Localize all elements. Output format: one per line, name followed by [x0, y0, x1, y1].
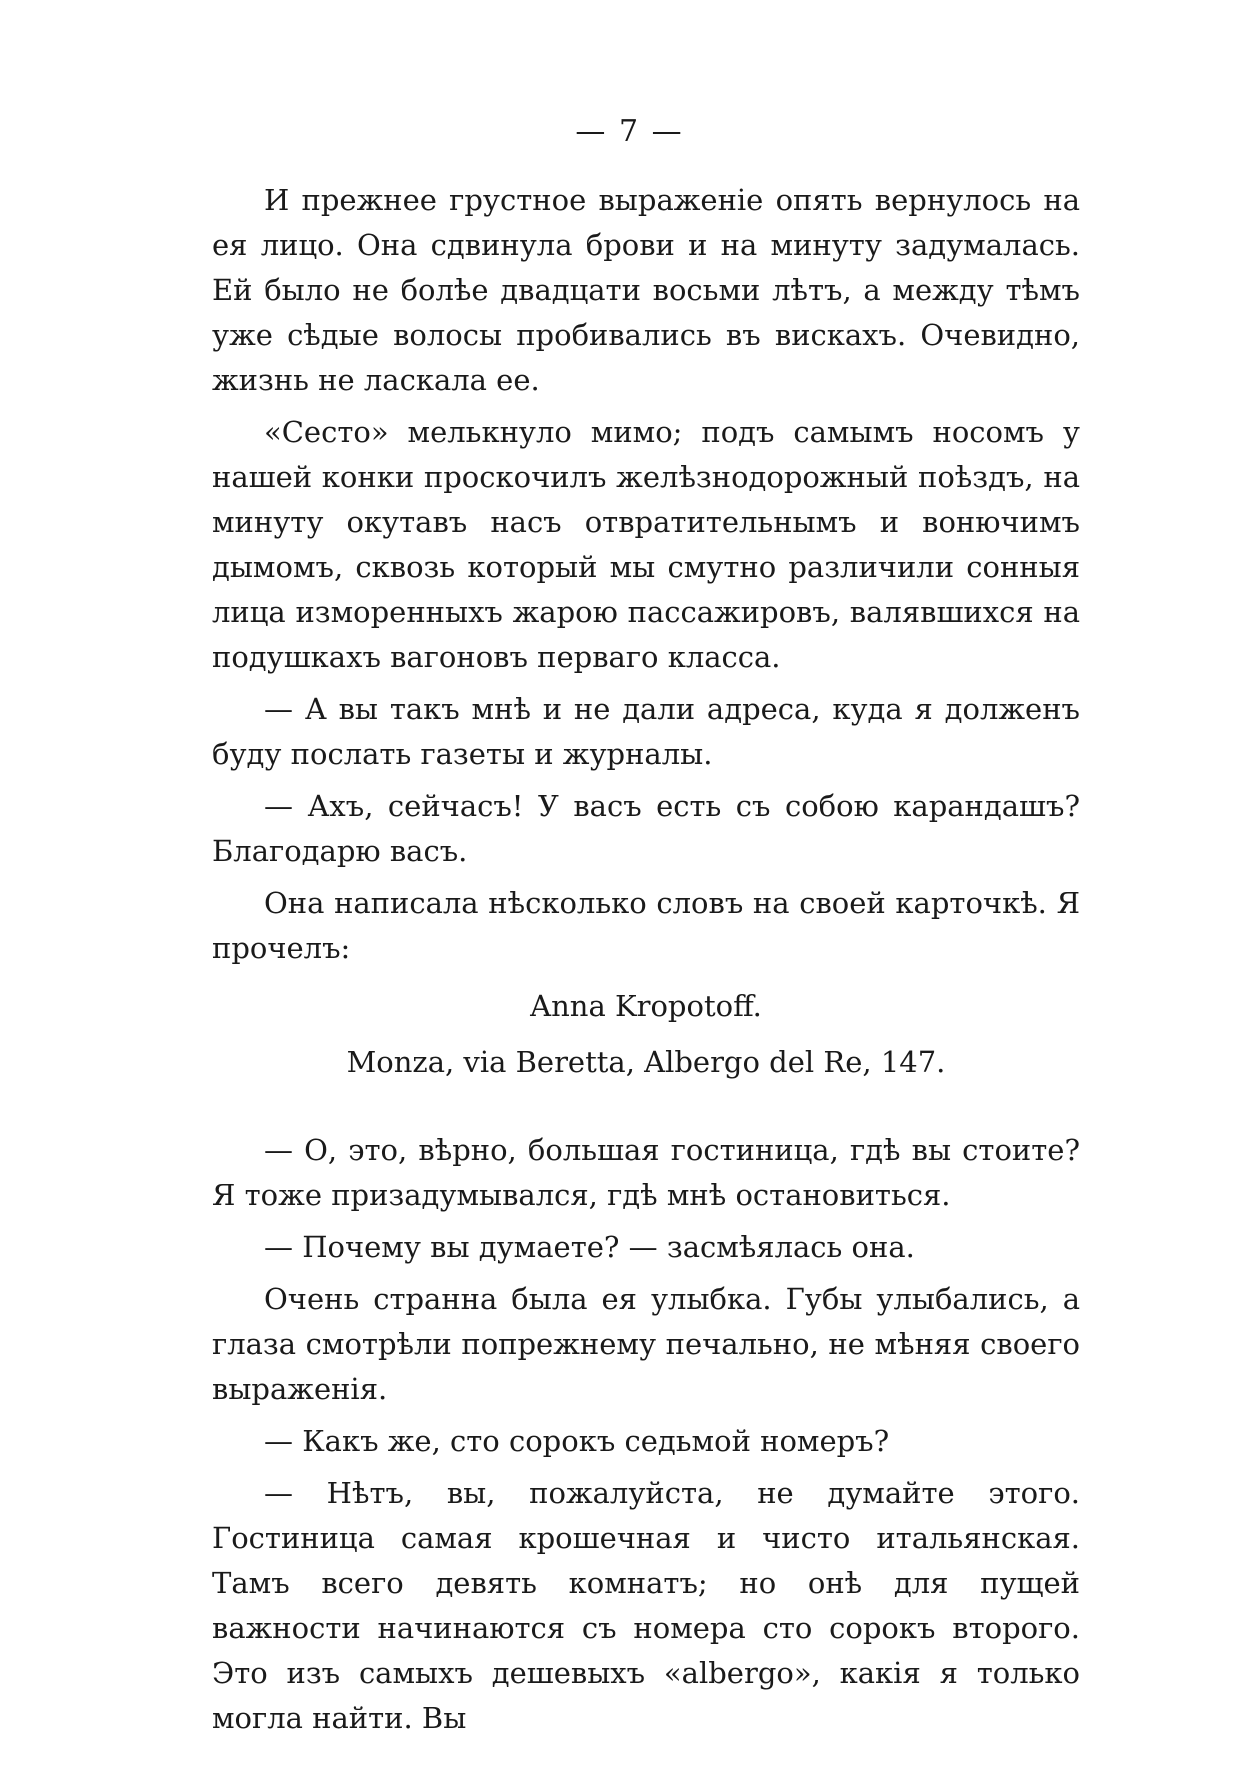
- address-name: Anna Kropotoff.: [530, 989, 762, 1023]
- paragraph: Она написала нѣсколько словъ на своей карточкѣ. Я прочелъ:: [212, 886, 1080, 965]
- paragraph: — О, это, вѣрно, большая гостиница, гдѣ вы стоите? Я тоже призадумывался, гдѣ мнѣ остановиться.: [212, 1133, 1080, 1212]
- address-street: Monza, via Beretta, Albergo del Re, 147.: [346, 1045, 946, 1079]
- paragraph: — Нѣтъ, вы, пожалуйста, не думайте этого. Гостиница самая крошечная и чисто итальянская. Тамъ всего девять комнатъ; но онѣ для пущей важности начинаются съ номера сто сорокъ второго. Это изъ самыхъ дешевыхъ «albergo», какія я только могла найти. Вы: [212, 1476, 1080, 1735]
- address-card: [212, 978, 1080, 1090]
- paragraph: «Сесто» мелькнуло мимо; подъ самымъ носомъ у нашей конки проскочилъ желѣзнодорожный поѣздъ, на минуту окутавъ насъ отвратительнымъ и вонючимъ дымомъ, сквозь который мы смутно различили сонныя лица изморенныхъ жарою пассажировъ, валявшихся на подушкахъ вагоновъ перваго класса.: [212, 415, 1080, 674]
- paragraph: И прежнее грустное выраженіе опять вернулось на ея лицо. Она сдвинула брови и на минуту задумалась. Ей было не болѣе двадцати восьми лѣтъ, а между тѣмъ уже сѣдые волосы пробивались въ вискахъ. Очевидно, жизнь не ласкала ее.: [212, 183, 1080, 397]
- paragraph: — Ахъ, сейчасъ! У васъ есть съ собою карандашъ? Благодарю васъ.: [212, 789, 1080, 868]
- paragraph: — Какъ же, сто сорокъ седьмой номеръ?: [264, 1424, 890, 1458]
- spacer: [212, 1090, 1080, 1128]
- paragraph: Очень странна была ея улыбка. Губы улыбались, а глаза смотрѣли попрежнему печально, не мѣняя своего выраженія.: [212, 1282, 1080, 1406]
- paragraph: — А вы такъ мнѣ и не дали адреса, куда я долженъ буду послать газеты и журналы.: [212, 692, 1080, 771]
- paragraph: — Почему вы думаете? — засмѣялась она.: [264, 1230, 915, 1264]
- page-number: — 7 —: [575, 114, 684, 149]
- book-page-text: [212, 178, 1080, 1748]
